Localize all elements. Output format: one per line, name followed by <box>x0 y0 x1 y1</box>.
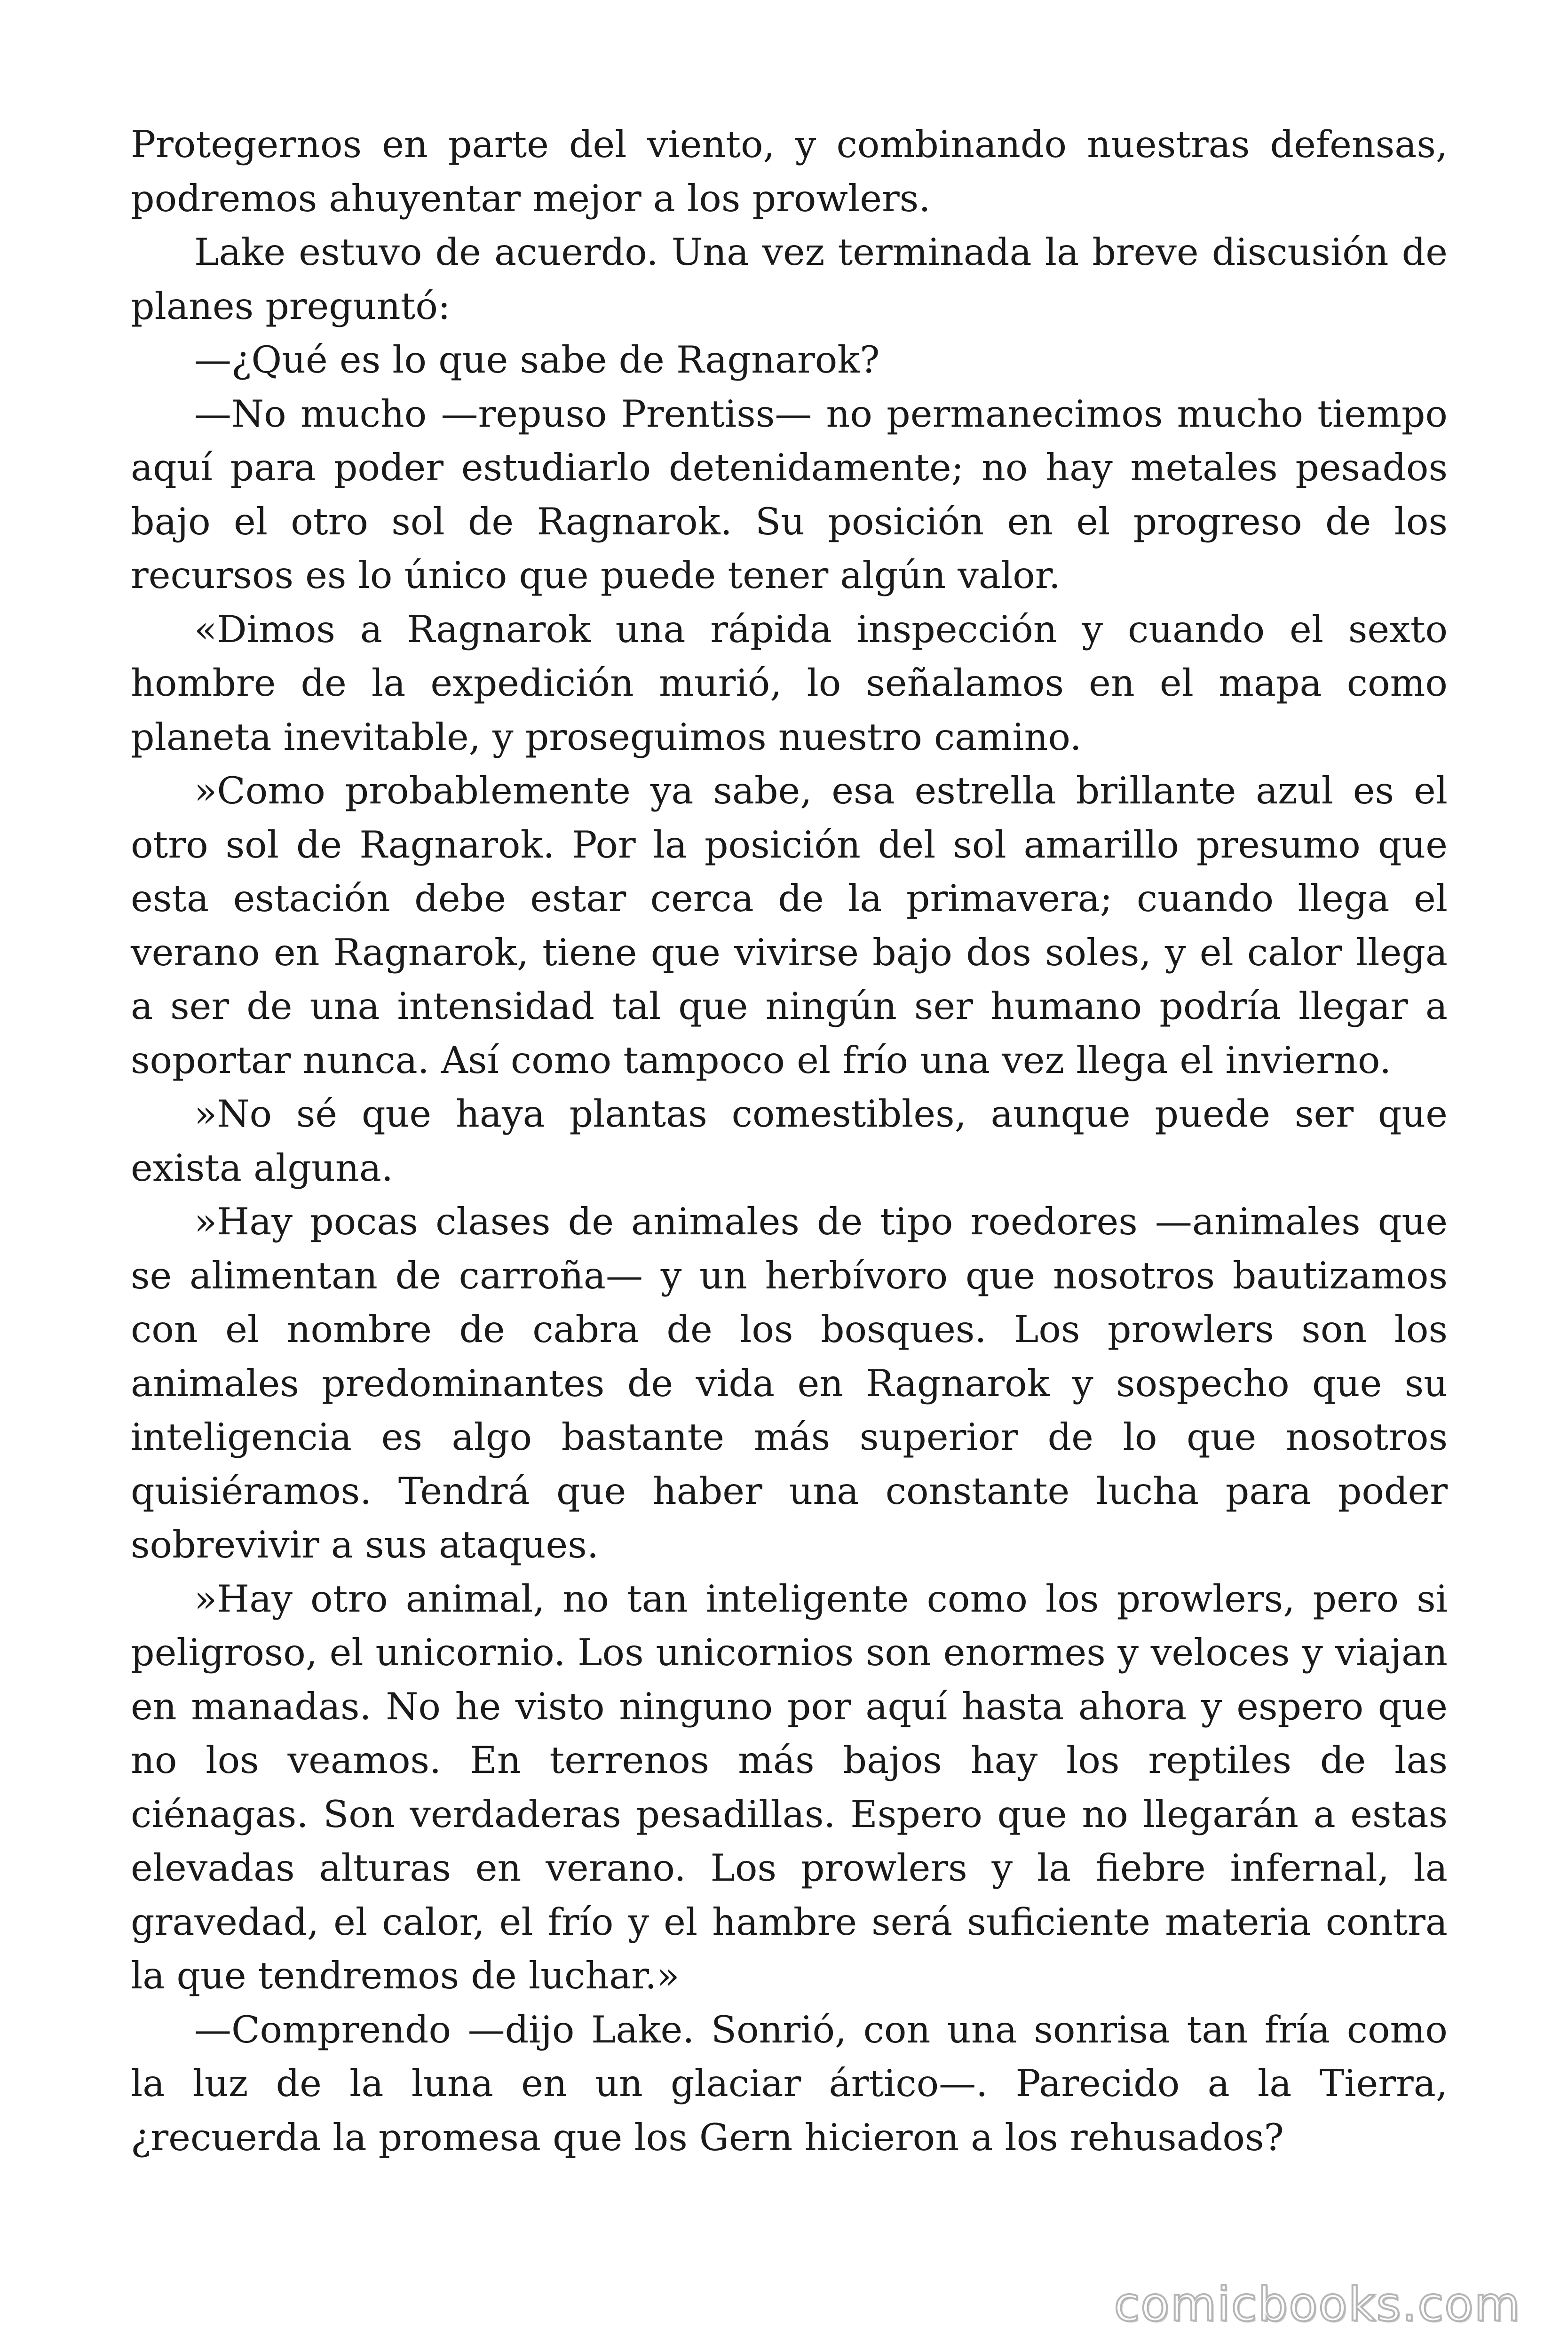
paragraph-3: —¿Qué es lo que sabe de Ragnarok? <box>194 338 880 381</box>
body-text <box>131 118 1448 2164</box>
paragraph-8: »Hay pocas clases de animales de tipo roedores —animales que se alimentan de carroña— y un herbívoro que nosotros bautizamos con el nombre de cabra de los bosques. Los prowlers son los animales predominantes de vida en Ragnarok y sospecho que su inteligencia es algo bastante más superior de lo que nosotros quisiéramos. Tendrá que haber una constante lucha para poder sobrevivir a sus ataques. <box>131 1200 1448 1566</box>
paragraph-2: Lake estuvo de acuerdo. Una vez terminada la breve discusión de planes preguntó: <box>131 230 1448 328</box>
paragraph-5: «Dimos a Ragnarok una rápida inspección y cuando el sexto hombre de la expedición murió, lo señalamos en el mapa como planeta inevitable, y proseguimos nuestro camino. <box>131 607 1448 759</box>
paragraph-10: —Comprendo —dijo Lake. Sonrió, con una sonrisa tan fría como la luz de la luna en un glaciar ártico—. Parecido a la Tierra, ¿recuerda la promesa que los Gern hicieron a los rehusados? <box>131 2008 1448 2159</box>
paragraph-6: »Como probablemente ya sabe, esa estrella brillante azul es el otro sol de Ragnarok. Por la posición del sol amarillo presumo que esta estación debe estar cerca de la primavera; cuando llega el verano en Ragnarok, tiene que vivirse bajo dos soles, y el calor llega a ser de una intensidad tal que ningún ser humano podría llegar a soportar nunca. Así como tampoco el frío una vez llega el invierno. <box>131 769 1448 1082</box>
paragraph-4: —No mucho —repuso Prentiss— no permanecimos mucho tiempo aquí para poder estudiarlo detenidamente; no hay metales pesados bajo el otro sol de Ragnarok. Su posición en el progreso de los recursos es lo único que puede tener algún valor. <box>131 392 1448 597</box>
paragraph-9: »Hay otro animal, no tan inteligente como los prowlers, pero si peligroso, el unicornio. Los unicornios son enormes y veloces y viajan en manadas. No he visto ninguno por aquí hasta ahora y espero que no los veamos. En terrenos más bajos hay los reptiles de las ciénagas. Son verdaderas pesadillas. Espero que no llegarán a estas elevadas alturas en verano. Los prowlers y la fiebre infernal, la gravedad, el calor, el frío y el hambre será suficiente materia contra la que tendremos de luchar.» <box>131 1577 1448 1997</box>
watermark: comicbooks.com <box>1114 2277 1521 2332</box>
paragraph-1: Protegernos en parte del viento, y combinando nuestras defensas, podremos ahuyentar mejor a los prowlers. <box>131 123 1448 220</box>
paragraph-7: »No sé que haya plantas comestibles, aunque puede ser que exista alguna. <box>131 1092 1448 1190</box>
